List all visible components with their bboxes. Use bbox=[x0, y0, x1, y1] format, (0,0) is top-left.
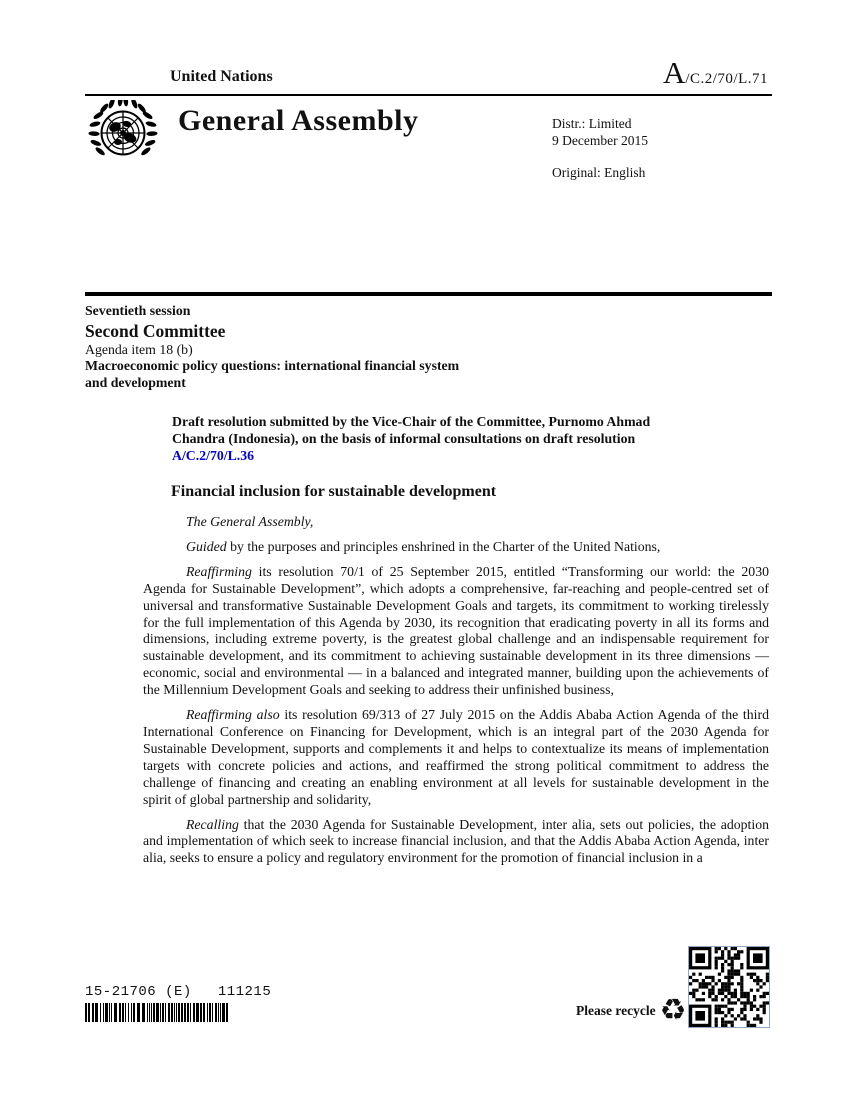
related-resolution-link[interactable]: A/C.2/70/L.36 bbox=[172, 447, 255, 463]
header-divider bbox=[85, 94, 772, 96]
document-symbol-number: /C.2/70/L.71 bbox=[685, 71, 768, 87]
date-line: 9 December 2015 bbox=[552, 132, 648, 148]
agenda-title-line: Macroeconomic policy questions: international financial system bbox=[85, 358, 460, 373]
united-nations-label: United Nations bbox=[170, 68, 273, 85]
submission-note bbox=[172, 414, 688, 464]
paragraph-guided: Guided by the purposes and principles enshrined in the Charter of the United Nations, bbox=[186, 538, 661, 554]
session-block bbox=[85, 303, 459, 391]
submission-text: Draft resolution submitted by the Vice-Chair of the Committee, Purnomo Ahmad Chandra (Indonesia), on the basis of informal consultations on draft resolution bbox=[172, 414, 651, 446]
paragraph-opening: The General Assembly, bbox=[186, 514, 314, 529]
paragraph-recalling: Recalling that the 2030 Agenda for Sustainable Development, inter alia, sets out policies, the adoption and implementation of which seek to increase financial inclusion, and that the Addis Ababa Action Agenda, inter alia, seeks to ensure a policy and regulatory environment for the promotion of financial inclusion in a bbox=[143, 816, 769, 866]
committee-line: Second Committee bbox=[85, 320, 226, 341]
document-symbol-letter: A bbox=[662, 55, 686, 90]
session-line: Seventieth session bbox=[85, 303, 191, 318]
recycle-icon: ♻ bbox=[659, 993, 687, 1028]
recycle-label: Please recycle bbox=[576, 1003, 656, 1018]
footer-date-code: 111215 bbox=[217, 984, 272, 1000]
section-divider bbox=[85, 292, 772, 296]
job-number: 15-21706 (E) 111215 bbox=[85, 984, 272, 1000]
agenda-title-line2: and development bbox=[85, 374, 186, 390]
distr-line: Distr.: Limited bbox=[552, 116, 632, 131]
recycle-notice bbox=[576, 993, 687, 1028]
original-language-line: Original: English bbox=[552, 165, 646, 180]
qr-code bbox=[688, 946, 770, 1028]
resolution-body bbox=[143, 514, 769, 875]
agenda-item-line: Agenda item 18 (b) bbox=[85, 341, 193, 357]
resolution-title: Financial inclusion for sustainable development bbox=[171, 483, 497, 500]
distribution-info bbox=[552, 116, 648, 182]
barcode bbox=[85, 1003, 231, 1022]
page-title: General Assembly bbox=[178, 104, 419, 137]
un-emblem-icon bbox=[86, 100, 160, 174]
paragraph-reaffirming-also: Reaffirming also its resolution 69/313 of 27 July 2015 on the Addis Ababa Action Agenda of the third International Conference on Financing for Development, which is an integral part of the 2030 Agenda for Sustainable Development, supports and complements it and helps to contextualize its means of implementation targets with concrete policies and actions, and reaffirmed the strong political commitment to address the challenge of financing and creating an enabling environment at all levels for sustainable development in the spirit of global partnership and solidarity, bbox=[143, 707, 769, 807]
paragraph-reaffirming: Reaffirming its resolution 70/1 of 25 September 2015, entitled “Transforming our world: the 2030 Agenda for Sustainable Development”, which adopts a comprehensive, far-reaching and people-centred set of universal and transformative Sustainable Development Goals and targets, its commitment to working tirelessly for the full implementation of this Agenda by 2030, its recognition that eradicating poverty in all its forms and dimensions, including extreme poverty, is the greatest global challenge and an indispensable requirement for sustainable development, and its commitment to achieving sustainable development in its three dimensions — economic, social and environmental — in a balanced and integrated manner, building upon the achievements of the Millennium Development Goals and seeking to address their unfinished business, bbox=[143, 563, 769, 698]
document-symbol bbox=[663, 55, 768, 91]
